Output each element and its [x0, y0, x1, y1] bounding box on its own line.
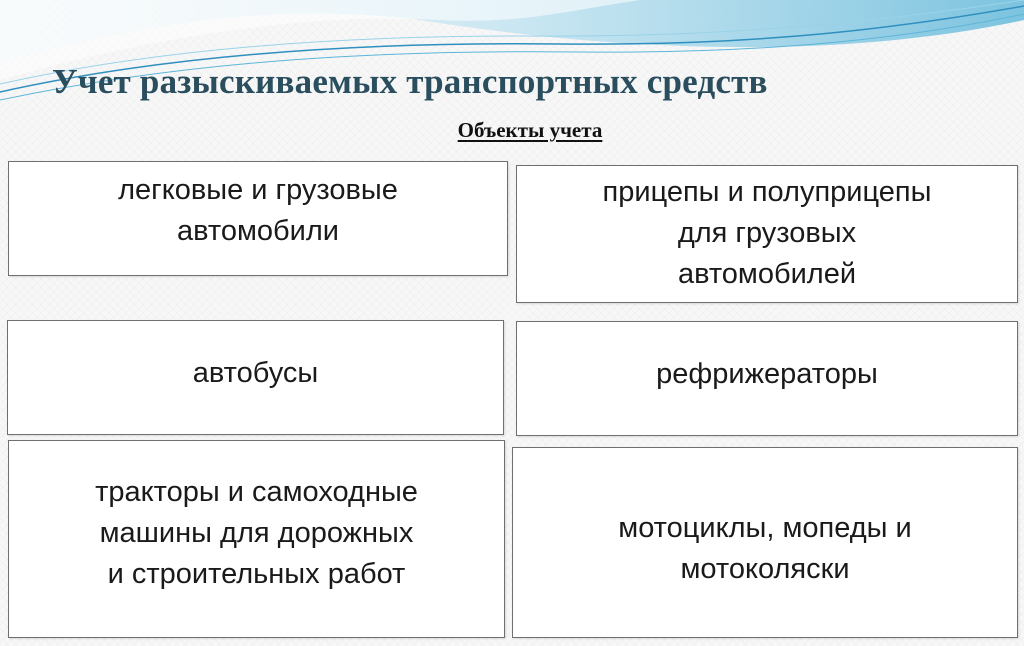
- category-box-motorcycles: [512, 447, 1018, 638]
- category-box-refrigerators: [516, 321, 1018, 436]
- slide-title: Учет разыскиваемых транспортных средств: [52, 62, 768, 101]
- category-box-trailers: [516, 165, 1018, 303]
- slide-subtitle: Объекты учета: [457, 118, 603, 142]
- category-box-text: прицепы и полуприцепы для грузовых автомобилей: [602, 175, 932, 290]
- category-box-text: рефрижераторы: [656, 358, 878, 390]
- category-box-text: автобусы: [192, 357, 319, 389]
- category-box-tractors: [8, 440, 505, 638]
- category-box-text: легковые и грузовые автомобили: [118, 173, 398, 247]
- category-box-cars-trucks: [8, 161, 508, 276]
- category-box-buses: [7, 320, 504, 435]
- category-box-text: мотоциклы, мопеды и мотоколяски: [618, 511, 912, 585]
- category-box-text: тракторы и самоходные машины для дорожных и строительных работ: [95, 475, 418, 590]
